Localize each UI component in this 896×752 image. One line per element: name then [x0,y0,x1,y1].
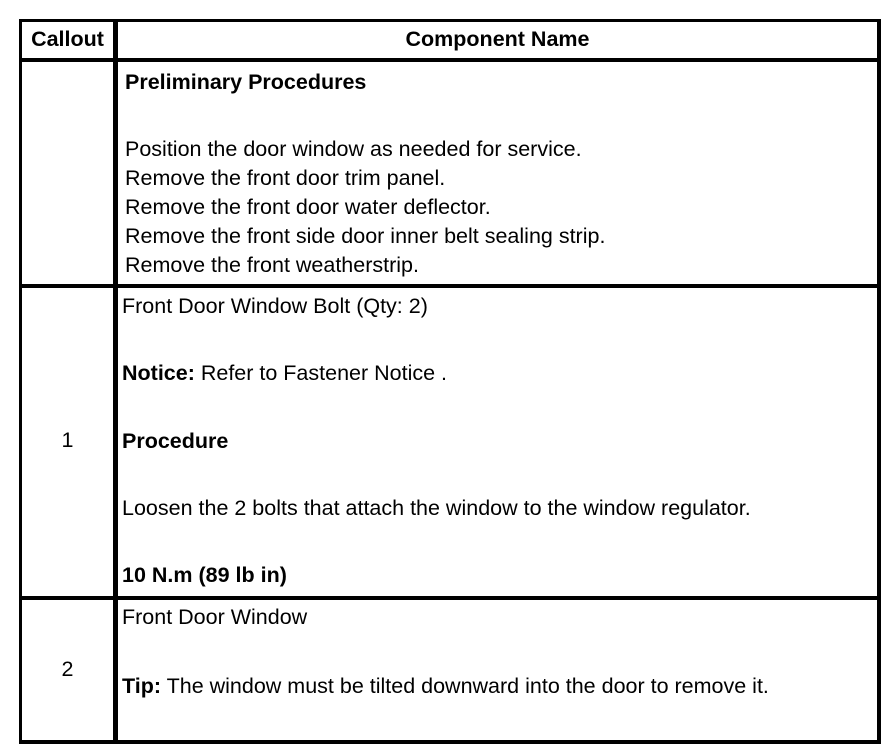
tip-line [122,672,769,701]
callout-table [19,19,881,744]
row-divider [19,284,881,288]
preliminary-step: Remove the front door water deflector. [125,195,491,219]
procedure-text: Loosen the 2 bolts that attach the window to the window regulator. [122,496,751,520]
callout-number: 2 [61,657,74,681]
notice-label: Notice: [122,361,195,385]
table-border-left [19,19,22,744]
torque-spec: 10 N.m (89 lb in) [122,563,287,587]
preliminary-step: Remove the front side door inner belt sealing strip. [125,224,606,248]
table-border-bottom [19,740,881,744]
column-divider [113,19,118,744]
header-callout: Callout [31,27,104,51]
notice-line [122,359,447,388]
header-divider [19,58,881,62]
tip-text: The window must be tilted downward into the door to remove it. [161,674,769,698]
component-name: Front Door Window Bolt (Qty: 2) [122,294,428,318]
callout-number: 1 [61,428,74,452]
preliminary-title: Preliminary Procedures [125,70,367,94]
preliminary-step: Remove the front door trim panel. [125,166,446,190]
header-component-name: Component Name [405,27,590,51]
row-divider [19,596,881,600]
tip-label: Tip: [122,674,162,698]
notice-text: Refer to Fastener Notice . [194,361,448,385]
table-border-top [19,19,881,22]
procedure-label: Procedure [122,429,229,453]
preliminary-step: Remove the front weatherstrip. [125,253,419,277]
table-border-right [877,19,881,744]
preliminary-step: Position the door window as needed for service. [125,137,582,161]
component-name: Front Door Window [122,605,308,629]
